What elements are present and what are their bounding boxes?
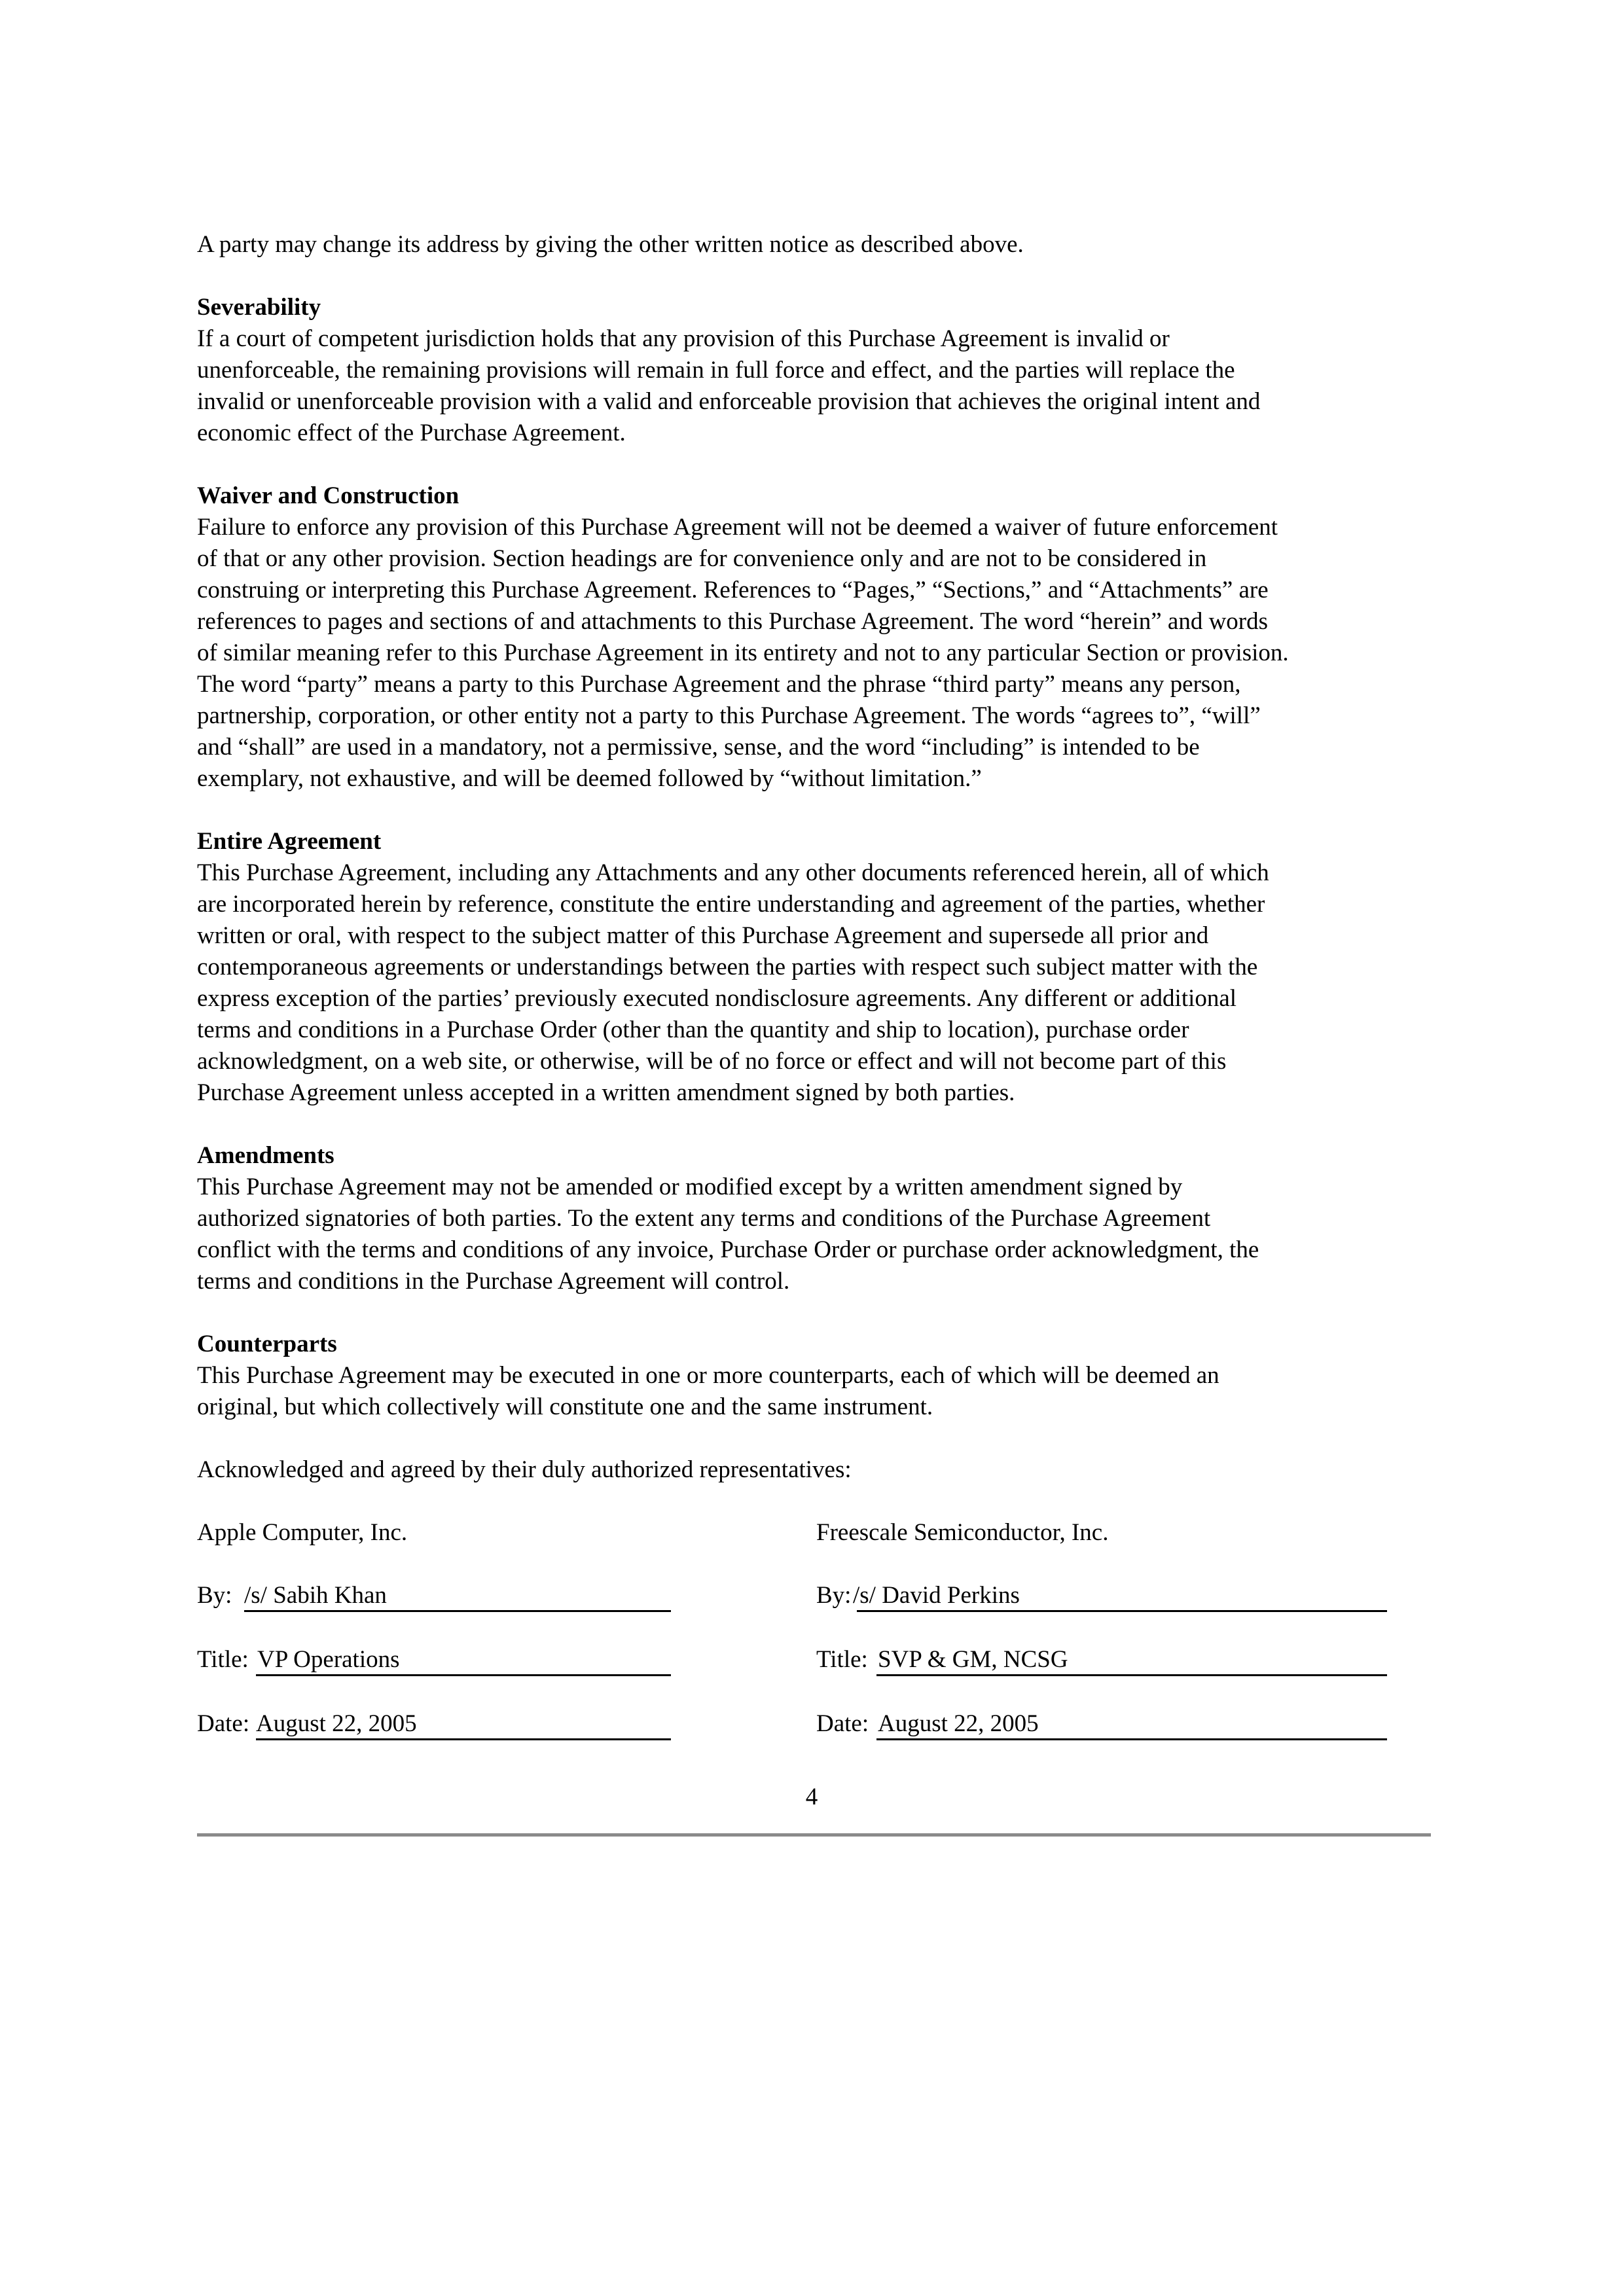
signer-title: SVP & GM, NCSG bbox=[878, 1646, 1068, 1673]
signing-date: August 22, 2005 bbox=[878, 1710, 1039, 1737]
right-title-row bbox=[816, 1644, 1392, 1676]
signer-title: VP Operations bbox=[257, 1646, 400, 1673]
by-label: By: bbox=[816, 1582, 852, 1609]
section-counterparts bbox=[197, 1329, 1441, 1423]
section-heading: Entire Agreement bbox=[197, 828, 382, 855]
body-line: Failure to enforce any provision of this Purchase Agreement will not be deemed a waiver of future enforcement bbox=[197, 514, 1278, 541]
body-line: and “shall” are used in a mandatory, not a permissive, sense, and the word “including” is intended to be bbox=[197, 734, 1200, 761]
left-title-row bbox=[197, 1644, 675, 1676]
signature-line bbox=[256, 1738, 671, 1740]
section-heading: Counterparts bbox=[197, 1331, 337, 1357]
body-line: authorized signatories of both parties. To the extent any terms and conditions of the Purchase Agreement bbox=[197, 1205, 1211, 1232]
body-line: If a court of competent jurisdiction holds that any provision of this Purchase Agreement is invalid or bbox=[197, 325, 1170, 352]
section-heading: Amendments bbox=[197, 1142, 334, 1169]
signer-name: /s/ Sabih Khan bbox=[244, 1582, 387, 1609]
date-label: Date: bbox=[197, 1710, 250, 1737]
body-line: This Purchase Agreement, including any Attachments and any other documents referenced herein, all of which bbox=[197, 859, 1269, 886]
signature-line bbox=[876, 1738, 1387, 1740]
intro-paragraph bbox=[197, 229, 1441, 260]
right-company-name: Freescale Semiconductor, Inc. bbox=[816, 1519, 1109, 1546]
body-line: references to pages and sections of and attachments to this Purchase Agreement. The word “herein” and words bbox=[197, 608, 1269, 635]
left-company-name: Apple Computer, Inc. bbox=[197, 1519, 408, 1546]
body-line: Purchase Agreement unless accepted in a written amendment signed by both parties. bbox=[197, 1079, 1015, 1106]
body-line: This Purchase Agreement may be executed in one or more counterparts, each of which will be deemed an bbox=[197, 1362, 1219, 1389]
body-line: invalid or unenforceable provision with a valid and enforceable provision that achieves the original intent and bbox=[197, 388, 1261, 415]
signature-line bbox=[857, 1610, 1387, 1612]
acknowledgment-paragraph bbox=[197, 1454, 1441, 1486]
acknowledgment-text: Acknowledged and agreed by their duly authorized representatives: bbox=[197, 1456, 852, 1483]
title-label: Title: bbox=[816, 1646, 868, 1673]
by-label: By: bbox=[197, 1582, 232, 1609]
body-line: original, but which collectively will constitute one and the same instrument. bbox=[197, 1393, 933, 1420]
section-severability bbox=[197, 292, 1441, 449]
body-line: This Purchase Agreement may not be amended or modified except by a written amendment signed by bbox=[197, 1174, 1183, 1200]
section-heading: Severability bbox=[197, 294, 321, 321]
title-label: Title: bbox=[197, 1646, 249, 1673]
signature-line bbox=[244, 1610, 671, 1612]
body-line: terms and conditions in a Purchase Order (other than the quantity and ship to location), purchase order bbox=[197, 1016, 1189, 1043]
page-number: 4 bbox=[805, 1784, 818, 1810]
body-line: exemplary, not exhaustive, and will be deemed followed by “without limitation.” bbox=[197, 765, 982, 792]
signer-name: /s/ David Perkins bbox=[853, 1582, 1020, 1609]
body-line: economic effect of the Purchase Agreement. bbox=[197, 420, 626, 446]
left-date-row bbox=[197, 1708, 675, 1740]
body-line: partnership, corporation, or other entity not a party to this Purchase Agreement. The words “agrees to”, “will” bbox=[197, 702, 1261, 729]
body-line: of similar meaning refer to this Purchase Agreement in its entirety and not to any particular Section or provision. bbox=[197, 639, 1289, 666]
body-line: terms and conditions in the Purchase Agreement will control. bbox=[197, 1268, 790, 1295]
section-heading: Waiver and Construction bbox=[197, 482, 460, 509]
body-line: express exception of the parties’ previously executed nondisclosure agreements. Any different or additional bbox=[197, 985, 1237, 1012]
section-amendments bbox=[197, 1140, 1441, 1297]
signing-date: August 22, 2005 bbox=[256, 1710, 417, 1737]
body-line: written or oral, with respect to the subject matter of this Purchase Agreement and supersede all prior and bbox=[197, 922, 1209, 949]
footer-divider bbox=[197, 1833, 1431, 1837]
body-line: of that or any other provision. Section headings are for convenience only and are not to be considered in bbox=[197, 545, 1207, 572]
body-line: The word “party” means a party to this Purchase Agreement and the phrase “third party” means any person, bbox=[197, 671, 1241, 698]
right-date-row bbox=[816, 1708, 1392, 1740]
date-label: Date: bbox=[816, 1710, 869, 1737]
section-entire-agreement bbox=[197, 826, 1441, 1109]
body-line: conflict with the terms and conditions of any invoice, Purchase Order or purchase order acknowledgment, the bbox=[197, 1236, 1259, 1263]
left-by-row bbox=[197, 1580, 675, 1611]
body-line: acknowledgment, on a web site, or otherwise, will be of no force or effect and will not become part of this bbox=[197, 1048, 1227, 1075]
right-by-row bbox=[816, 1580, 1392, 1611]
body-line: unenforceable, the remaining provisions will remain in full force and effect, and the parties will replace the bbox=[197, 357, 1235, 384]
signature-line bbox=[876, 1674, 1387, 1676]
body-line: construing or interpreting this Purchase Agreement. References to “Pages,” “Sections,” and “Attachments” are bbox=[197, 577, 1269, 603]
section-waiver-and-construction bbox=[197, 480, 1441, 795]
body-line: are incorporated herein by reference, constitute the entire understanding and agreement of the parties, whether bbox=[197, 891, 1265, 918]
signature-line bbox=[256, 1674, 671, 1676]
intro-text: A party may change its address by giving the other written notice as described above. bbox=[197, 231, 1024, 258]
body-line: contemporaneous agreements or understandings between the parties with respect such subject matter with the bbox=[197, 954, 1258, 980]
